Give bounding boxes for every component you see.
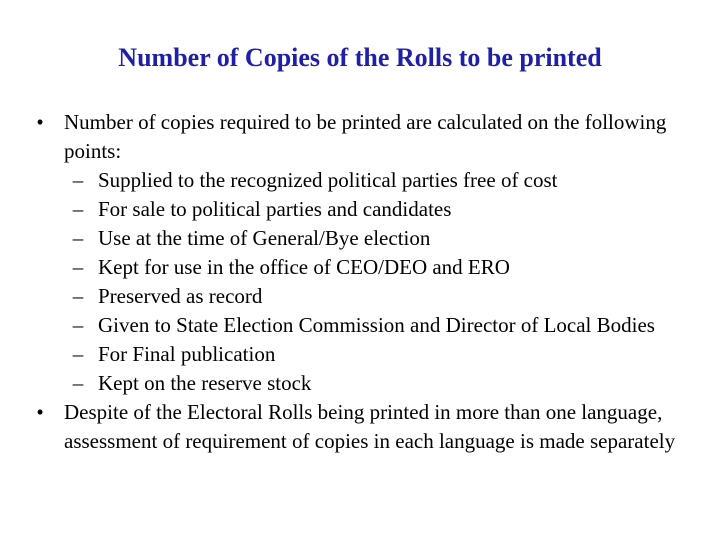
dash-mark: – — [72, 342, 84, 366]
bullet-text: Despite of the Electoral Rolls being printed in more than one language, assessment of requirement of copies in each language is made separately — [64, 400, 676, 453]
slide-title: Number of Copies of the Rolls to be printed — [118, 43, 602, 72]
sub-item-text: Kept on the reserve stock — [98, 371, 312, 395]
sub-item — [64, 166, 664, 195]
bullet-item — [30, 398, 680, 456]
sub-item-text: Supplied to the recognized political parties free of cost — [98, 168, 558, 192]
dash-mark: – — [72, 284, 84, 308]
sub-item-text: Preserved as record — [98, 284, 263, 308]
bullet-mark: • — [36, 400, 44, 424]
dash-mark: – — [72, 371, 84, 395]
bullet-text: Number of copies required to be printed are calculated on the following points: — [64, 110, 667, 163]
dash-mark: – — [72, 313, 84, 337]
sub-item-text: For sale to political parties and candidates — [98, 197, 452, 221]
sub-item — [64, 282, 664, 311]
dash-mark: – — [72, 226, 84, 250]
sub-list — [64, 166, 664, 398]
sub-item — [64, 253, 664, 282]
bullet-item — [30, 108, 680, 166]
dash-mark: – — [72, 197, 84, 221]
dash-mark: – — [72, 168, 84, 192]
sub-item — [64, 311, 664, 340]
bullet-mark: • — [36, 110, 44, 134]
sub-item — [64, 195, 664, 224]
sub-item — [64, 224, 664, 253]
sub-item — [64, 340, 664, 369]
sub-item-text: Use at the time of General/Bye election — [98, 226, 431, 250]
sub-item — [64, 369, 664, 398]
sub-item-text: For Final publication — [98, 342, 276, 366]
sub-item-text: Kept for use in the office of CEO/DEO and ERO — [98, 255, 510, 279]
slide-content — [30, 108, 680, 456]
sub-item-text: Given to State Election Commission and Director of Local Bodies — [98, 313, 655, 337]
dash-mark: – — [72, 255, 84, 279]
